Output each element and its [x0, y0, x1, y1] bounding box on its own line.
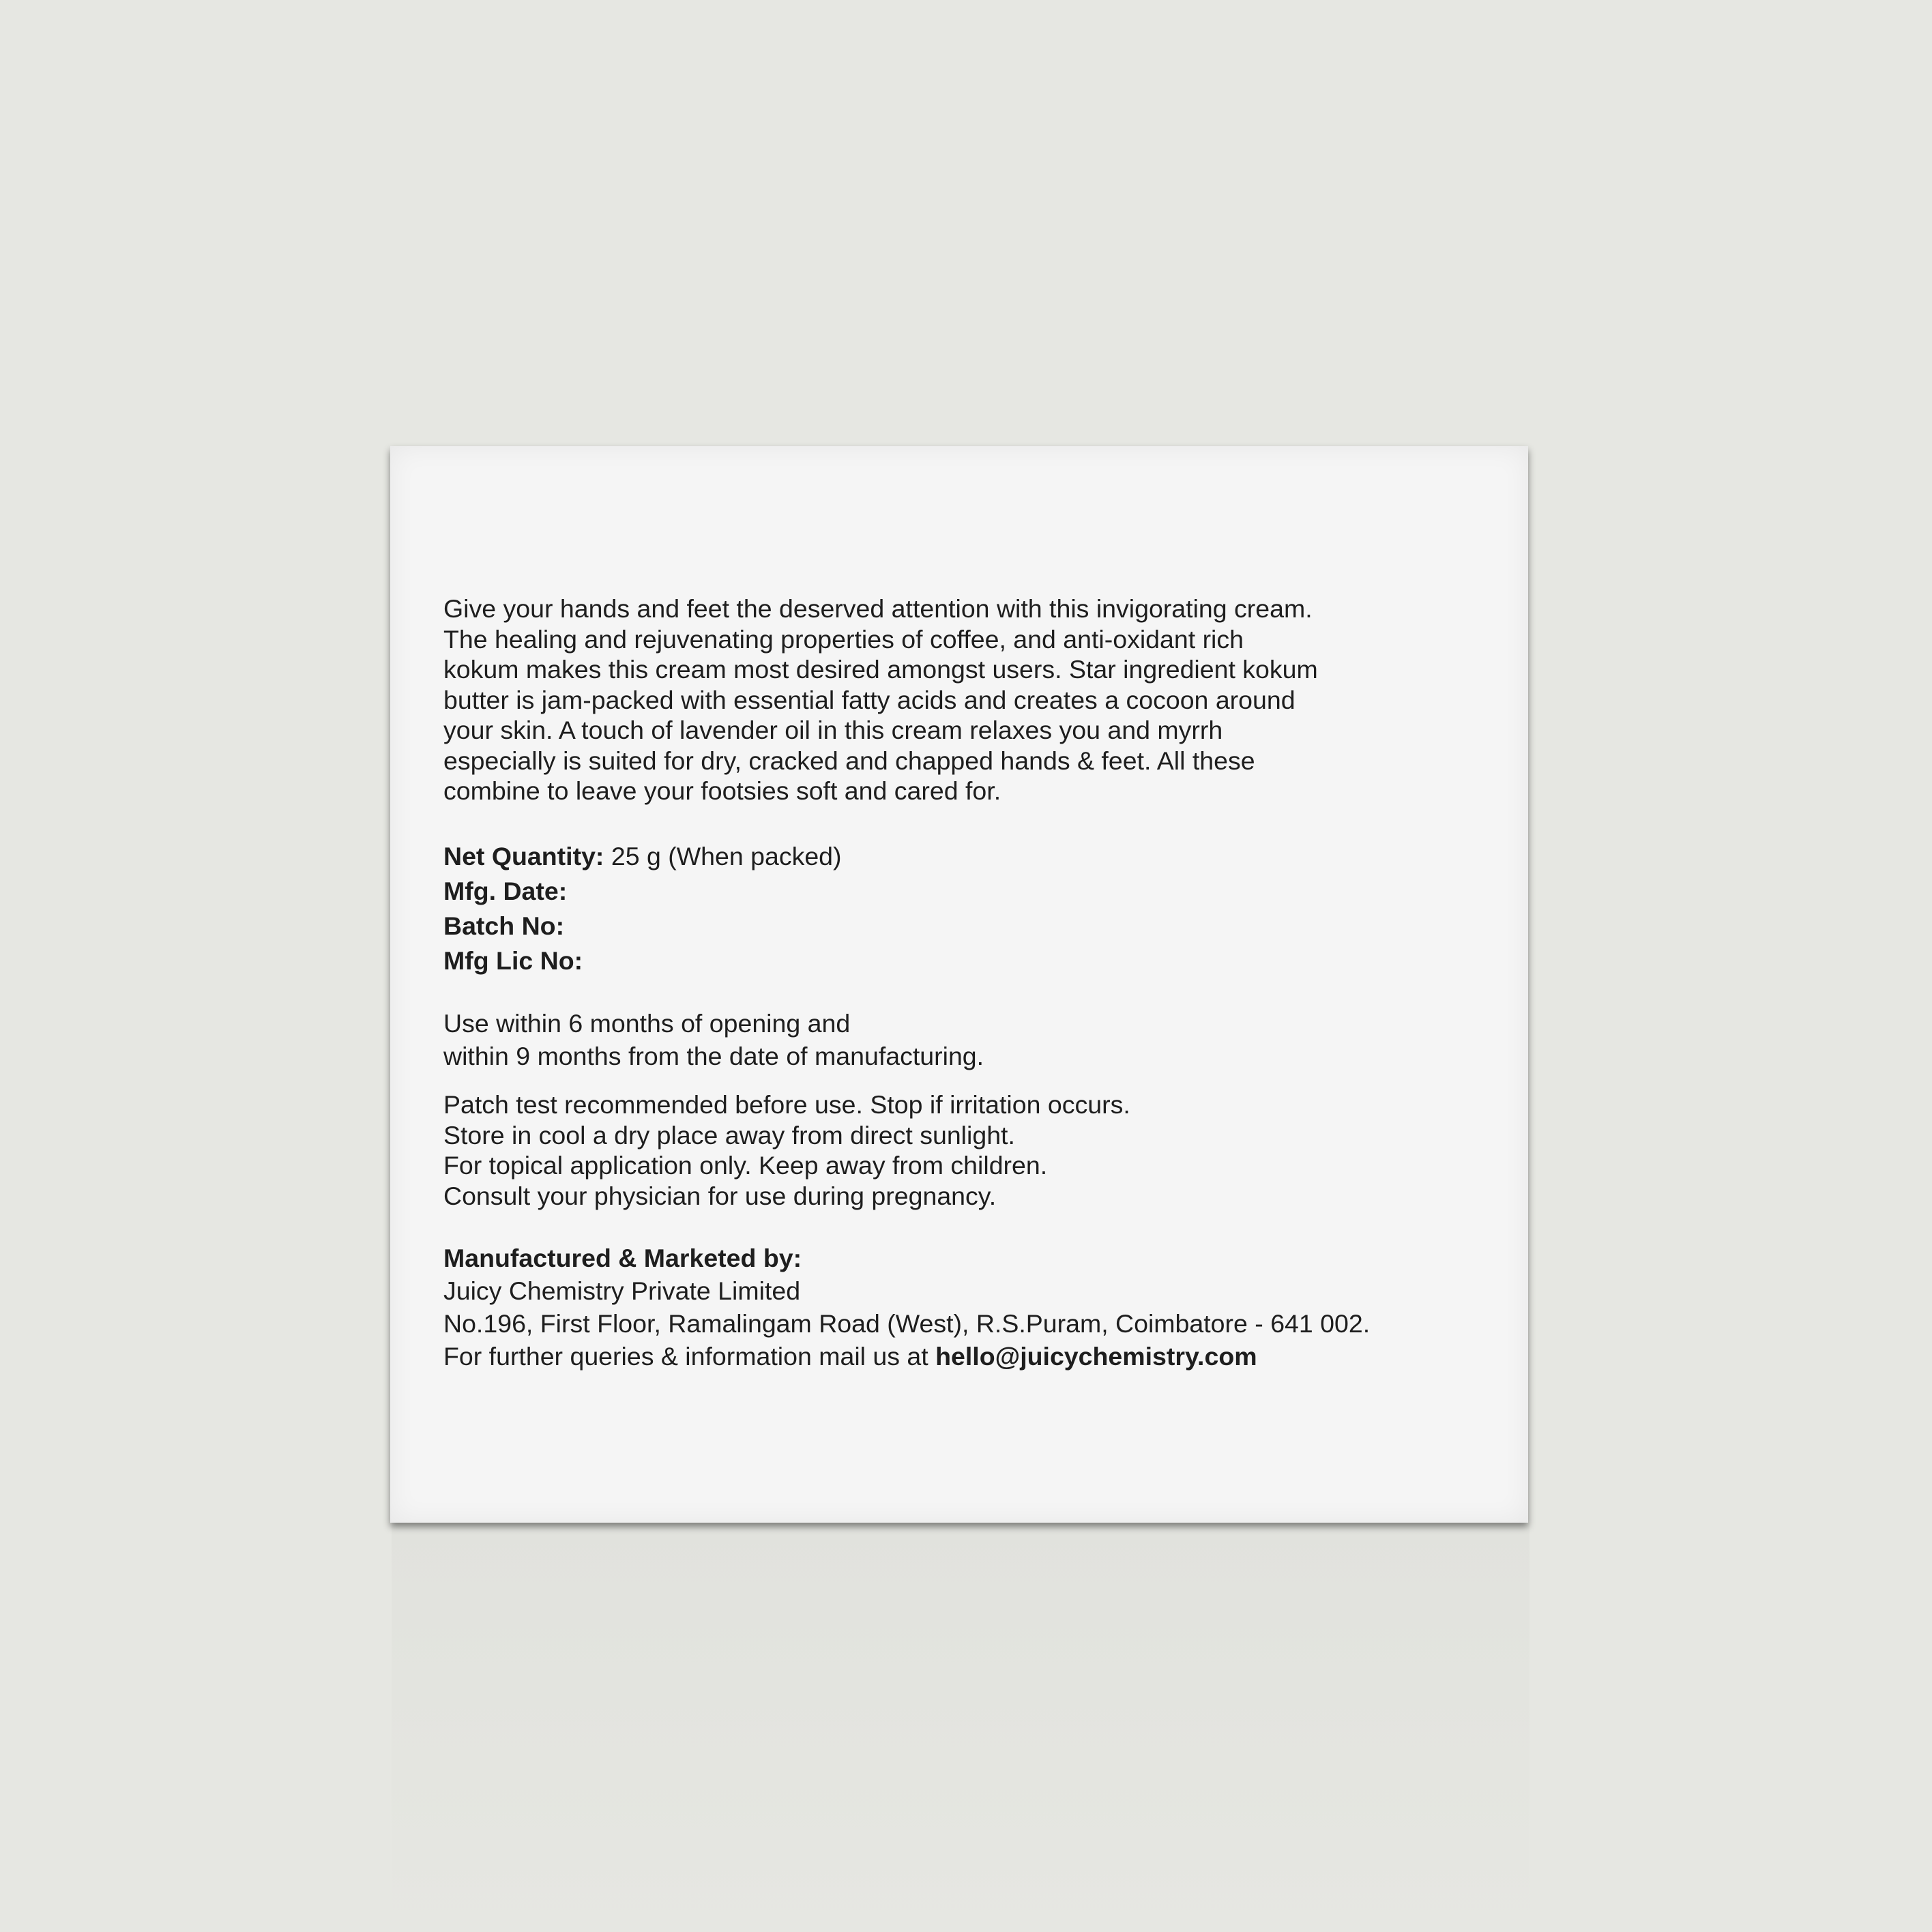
net-quantity-value: 25 g (When packed) — [604, 842, 842, 870]
batch-no-label: Batch No: — [443, 911, 565, 940]
contact-email-link[interactable]: hello@juicychemistry.com — [935, 1342, 1257, 1371]
company-address: No.196, First Floor, Ramalingam Road (West), R.S.Puram, Coimbatore - 641 002. — [443, 1309, 1371, 1338]
net-quantity-label: Net Quantity: — [443, 842, 604, 870]
product-description — [443, 594, 1318, 806]
company-name: Juicy Chemistry Private Limited — [443, 1276, 801, 1305]
description-line: butter is jam-packed with essential fatty acids and creates a cocoon around — [443, 685, 1296, 714]
description-line: The healing and rejuvenating properties of coffee, and anti-oxidant rich — [443, 624, 1244, 654]
warning-line: Consult your physician for use during pregnancy. — [443, 1181, 997, 1210]
warning-line: Store in cool a dry place away from direct sunlight. — [443, 1120, 1015, 1150]
manufacturer-info — [443, 1242, 1370, 1373]
warning-line: For topical application only. Keep away from children. — [443, 1151, 1048, 1180]
mfg-lic-no-label: Mfg Lic No: — [443, 946, 583, 975]
description-line: your skin. A touch of lavender oil in this cream relaxes you and myrrh — [443, 716, 1223, 744]
product-label-card — [390, 446, 1528, 1523]
usage-line: Use within 6 months of opening and — [443, 1009, 851, 1038]
usage-instructions — [443, 1007, 984, 1072]
description-line: kokum makes this cream most desired amongst users. Star ingredient kokum — [443, 655, 1318, 684]
mfg-date-label: Mfg. Date: — [443, 877, 568, 905]
contact-prefix: For further queries & information mail us at — [443, 1342, 936, 1371]
usage-line: within 9 months from the date of manufacturing. — [443, 1042, 984, 1070]
card-reflection — [392, 1523, 1530, 1932]
description-line: Give your hands and feet the deserved attention with this invigorating cream. — [443, 594, 1313, 623]
contact-line — [443, 1340, 1370, 1373]
description-line: combine to leave your footsies soft and cared for. — [443, 776, 1001, 805]
warning-line: Patch test recommended before use. Stop if irritation occurs. — [443, 1090, 1130, 1119]
description-line: especially is suited for dry, cracked and chapped hands & feet. All these — [443, 746, 1255, 775]
manufacturer-heading: Manufactured & Marketed by: — [443, 1244, 802, 1272]
warnings — [443, 1089, 1130, 1211]
net-quantity-row — [443, 842, 842, 871]
